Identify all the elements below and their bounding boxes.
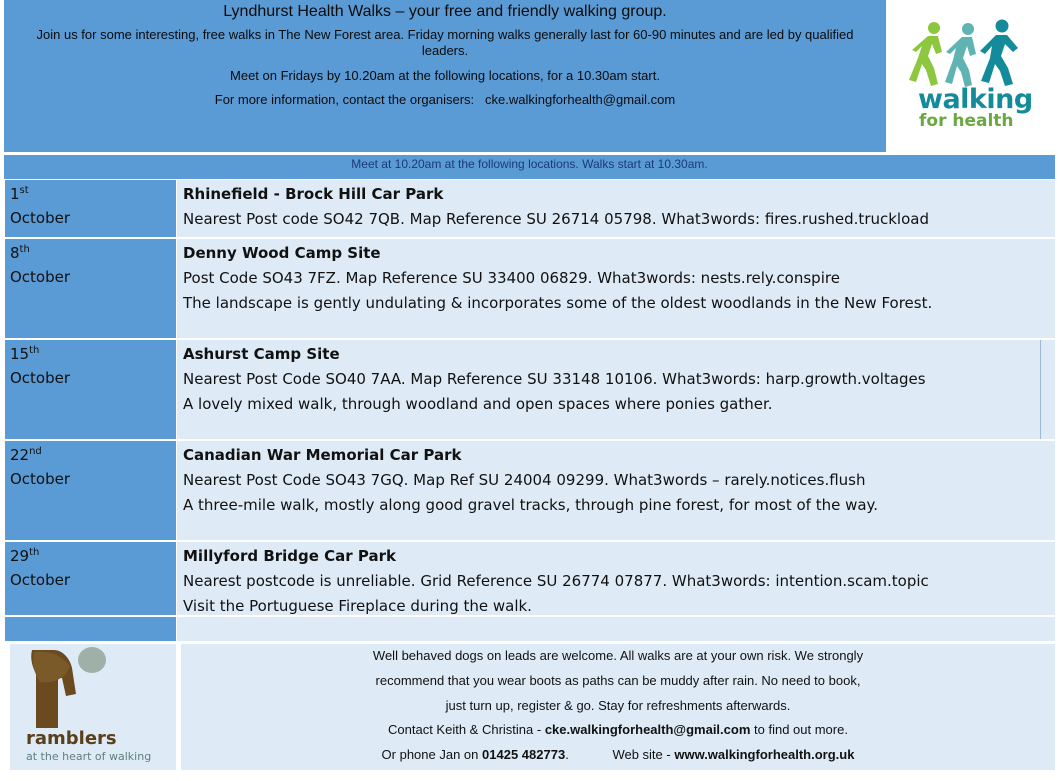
walk-details: Nearest Post code SO42 7QB. Map Reference SU 26714 05798. What3words: fires.rushed.truckload bbox=[183, 210, 929, 228]
footer-notes bbox=[181, 644, 1055, 770]
walk-day-suffix: th bbox=[19, 244, 30, 255]
footer-phone-prefix: Or phone Jan on bbox=[381, 747, 479, 763]
walk-venue: Ashurst Camp Site bbox=[183, 345, 340, 363]
walk-day: 15 bbox=[10, 345, 30, 363]
walk-info-5 bbox=[177, 542, 1055, 615]
walk-details: Post Code SO43 7FZ. Map Reference SU 33400 06829. What3words: nests.rely.conspire bbox=[183, 269, 840, 287]
walk-date-2 bbox=[5, 239, 176, 338]
walk-month: October bbox=[10, 470, 71, 488]
walk-details: Nearest postcode is unreliable. Grid Reference SU 26774 07877. What3words: intention.scam.topic bbox=[183, 572, 929, 590]
walk-month: October bbox=[10, 369, 71, 387]
footer-contact-prefix: Contact Keith & Christina - bbox=[388, 722, 542, 738]
walking-for-health-logo bbox=[892, 4, 1054, 148]
walk-month: October bbox=[10, 209, 71, 227]
walk-day-suffix: th bbox=[29, 547, 40, 558]
footer-line-2: recommend that you wear boots as paths can be muddy after rain. No need to book, bbox=[375, 672, 861, 688]
intro-text: Join us for some interesting, free walks in The New Forest area. Friday morning walks generally last for 60-90 minutes and are led by qualified leaders. bbox=[36, 27, 854, 58]
walk-venue: Denny Wood Camp Site bbox=[183, 244, 381, 262]
wfh-logo-text-2: for health bbox=[919, 111, 1014, 131]
walk-note: The landscape is gently undulating & incorporates some of the oldest woodlands in the New Forest. bbox=[183, 294, 933, 312]
walk-info-1 bbox=[177, 180, 1055, 237]
walk-details: Nearest Post Code SO40 7AA. Map Reference SU 33148 10106. What3words: harp.growth.voltages bbox=[183, 370, 926, 388]
walk-details: Nearest Post Code SO43 7GQ. Map Ref SU 24004 09299. What3words – rarely.notices.flush bbox=[183, 471, 866, 489]
walk-day: 1 bbox=[10, 185, 20, 203]
footer-phone-dot: . bbox=[565, 747, 569, 763]
spacer-cell-right bbox=[177, 617, 1055, 641]
walk-info-4 bbox=[177, 441, 1055, 540]
page-title: Lyndhurst Health Walks – your free and friendly walking group. bbox=[223, 3, 667, 20]
footer-phone-web bbox=[181, 743, 1055, 768]
walk-month: October bbox=[10, 268, 71, 286]
footer-phone[interactable]: 01425 482773 bbox=[482, 747, 566, 763]
footer-website[interactable]: www.walkingforhealth.org.uk bbox=[674, 747, 855, 763]
footer-line-1: Well behaved dogs on leads are welcome. All walks are at your own risk. We strongly bbox=[372, 648, 864, 663]
walk-month: October bbox=[10, 571, 71, 589]
ramblers-logo-name: ramblers bbox=[26, 728, 117, 749]
walk-day-suffix: nd bbox=[29, 446, 42, 457]
header-banner bbox=[4, 0, 886, 152]
footer-contact-email[interactable]: cke.walkingforhealth@gmail.com bbox=[544, 722, 751, 738]
walk-day: 8 bbox=[10, 244, 20, 262]
ramblers-logo bbox=[10, 644, 176, 770]
walk-info-3 bbox=[177, 340, 1055, 439]
footer-contact bbox=[181, 718, 1055, 743]
spacer-cell-left bbox=[5, 617, 176, 641]
walk-day: 22 bbox=[10, 446, 30, 464]
walk-date-1 bbox=[5, 180, 176, 237]
contact-info-email[interactable]: cke.walkingforhealth@gmail.com bbox=[485, 92, 676, 107]
walk-date-4 bbox=[5, 441, 176, 540]
walk-date-5 bbox=[5, 542, 176, 615]
footer-contact-suffix: to find out more. bbox=[754, 722, 848, 738]
walk-day: 29 bbox=[10, 547, 30, 565]
meet-text: Meet on Fridays by 10.20am at the following locations, for a 10.30am start. bbox=[230, 68, 660, 83]
contact-info-prefix: For more information, contact the organisers: bbox=[214, 92, 475, 107]
wfh-logo-text-1: walking bbox=[918, 84, 1033, 115]
cell-divider bbox=[1040, 340, 1041, 439]
footer-web-prefix: Web site - bbox=[612, 747, 671, 763]
walk-note: Visit the Portuguese Fireplace during the walk. bbox=[183, 597, 532, 615]
walk-venue: Canadian War Memorial Car Park bbox=[183, 446, 462, 464]
ramblers-logo-tagline: at the heart of walking bbox=[26, 750, 152, 763]
walk-day-suffix: st bbox=[19, 185, 29, 196]
walk-venue: Millyford Bridge Car Park bbox=[183, 547, 396, 565]
walk-note: A three-mile walk, mostly along good gravel tracks, through pine forest, for most of the way. bbox=[183, 496, 879, 514]
meet-bar: Meet at 10.20am at the following locations. Walks start at 10.30am. bbox=[4, 155, 1055, 179]
walk-info-2 bbox=[177, 239, 1055, 338]
walk-note: A lovely mixed walk, through woodland and open spaces where ponies gather. bbox=[183, 395, 773, 413]
contact-info bbox=[4, 92, 886, 107]
walk-date-3 bbox=[5, 340, 176, 439]
walk-day-suffix: th bbox=[29, 345, 40, 356]
footer-line-3: just turn up, register & go. Stay for refreshments afterwards. bbox=[445, 697, 791, 713]
walk-venue: Rhinefield - Brock Hill Car Park bbox=[183, 185, 444, 203]
